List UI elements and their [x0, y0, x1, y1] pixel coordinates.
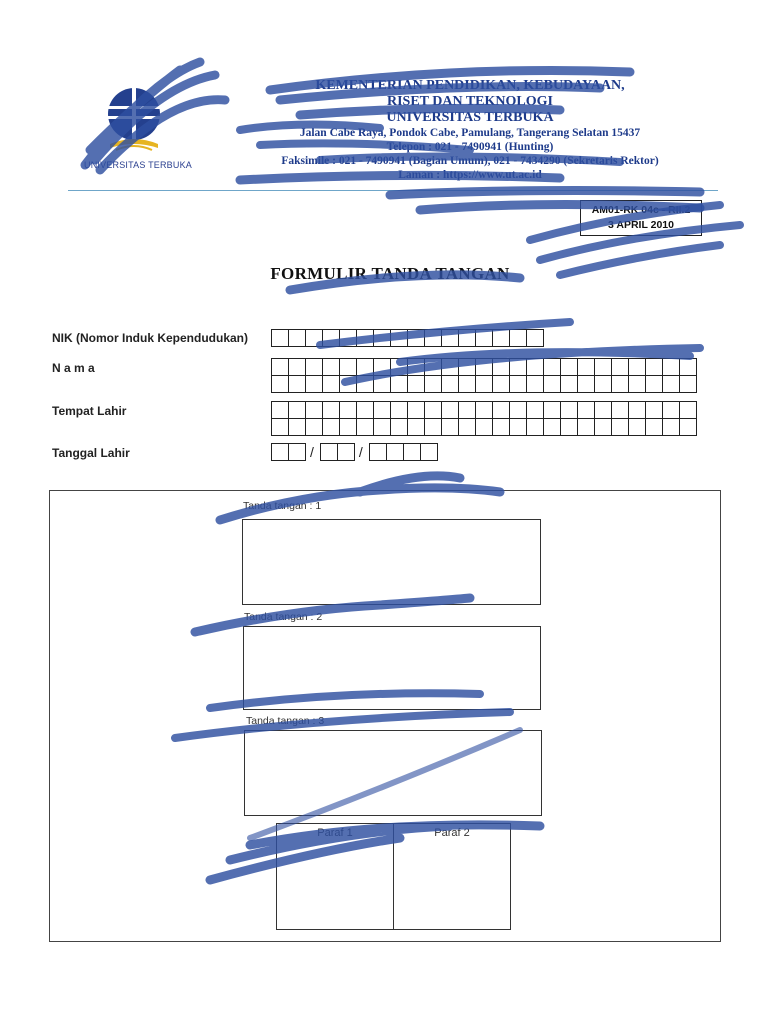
nik-field[interactable] [271, 329, 544, 347]
institution-header [220, 78, 720, 182]
paraf-2-label: Paraf 2 [434, 827, 470, 839]
document-code: AM01-RK 04c - RII.2 [591, 204, 691, 216]
signature-1-label: Tanda tangan : 1 [243, 500, 322, 512]
tempat-lahir-field[interactable] [271, 401, 697, 436]
tanggal-lahir-field[interactable] [271, 443, 438, 461]
nik-label: NIK (Nomor Induk Kependudukan) [52, 331, 248, 345]
date-separator: / [358, 444, 363, 460]
day-grid [271, 443, 306, 461]
tempat-lahir-grid-row-2 [271, 418, 697, 436]
nama-grid-row-2 [271, 375, 697, 393]
header-phone: Telepon : 021 - 7490941 (Hunting) [386, 141, 554, 153]
nik-grid [271, 329, 544, 347]
form-title: FORMULIR TANDA TANGAN [270, 264, 510, 283]
signature-1-box[interactable] [242, 519, 541, 605]
tempat-lahir-grid-row-1 [271, 401, 697, 419]
tanggal-lahir-label: Tanggal Lahir [52, 446, 130, 460]
paraf-1-label: Paraf 1 [317, 827, 353, 839]
header-line-3: UNIVERSITAS TERBUKA [386, 110, 554, 125]
date-separator: / [310, 444, 314, 460]
document-date: 3 APRIL 2010 [608, 219, 674, 231]
signature-3-box[interactable] [244, 730, 542, 816]
nama-field[interactable] [271, 358, 697, 393]
paraf-table [276, 823, 511, 930]
signature-2-label: Tanda tangan : 2 [244, 611, 323, 623]
year-grid [369, 443, 438, 461]
header-website: Laman : https://www.ut.ac.id [398, 169, 542, 181]
header-fax: Faksimile : 021 - 7490941 (Bagian Umum), 021 - 7434290 (Sekretaris Rektor) [281, 155, 659, 167]
header-line-2: RISET DAN TEKNOLOGI [387, 94, 553, 109]
header-address: Jalan Cabe Raya, Pondok Cabe, Pamulang, Tangerang Selatan 15437 [299, 127, 641, 139]
document-code-box [580, 200, 702, 236]
paraf-1-cell[interactable] [277, 824, 393, 929]
nama-grid-row-1 [271, 358, 697, 376]
signature-2-box[interactable] [243, 626, 541, 710]
nama-label: N a m a [52, 361, 95, 375]
paraf-2-cell[interactable] [393, 824, 510, 929]
month-grid [320, 443, 355, 461]
logo-caption: UNIVERSITAS TERBUKA [84, 160, 192, 170]
signature-3-label: Tanda tangan : 3 [246, 715, 325, 727]
header-divider [68, 190, 718, 191]
tempat-lahir-label: Tempat Lahir [52, 404, 127, 418]
header-line-1: KEMENTERIAN PENDIDIKAN, KEBUDAYAAN, [315, 78, 625, 93]
